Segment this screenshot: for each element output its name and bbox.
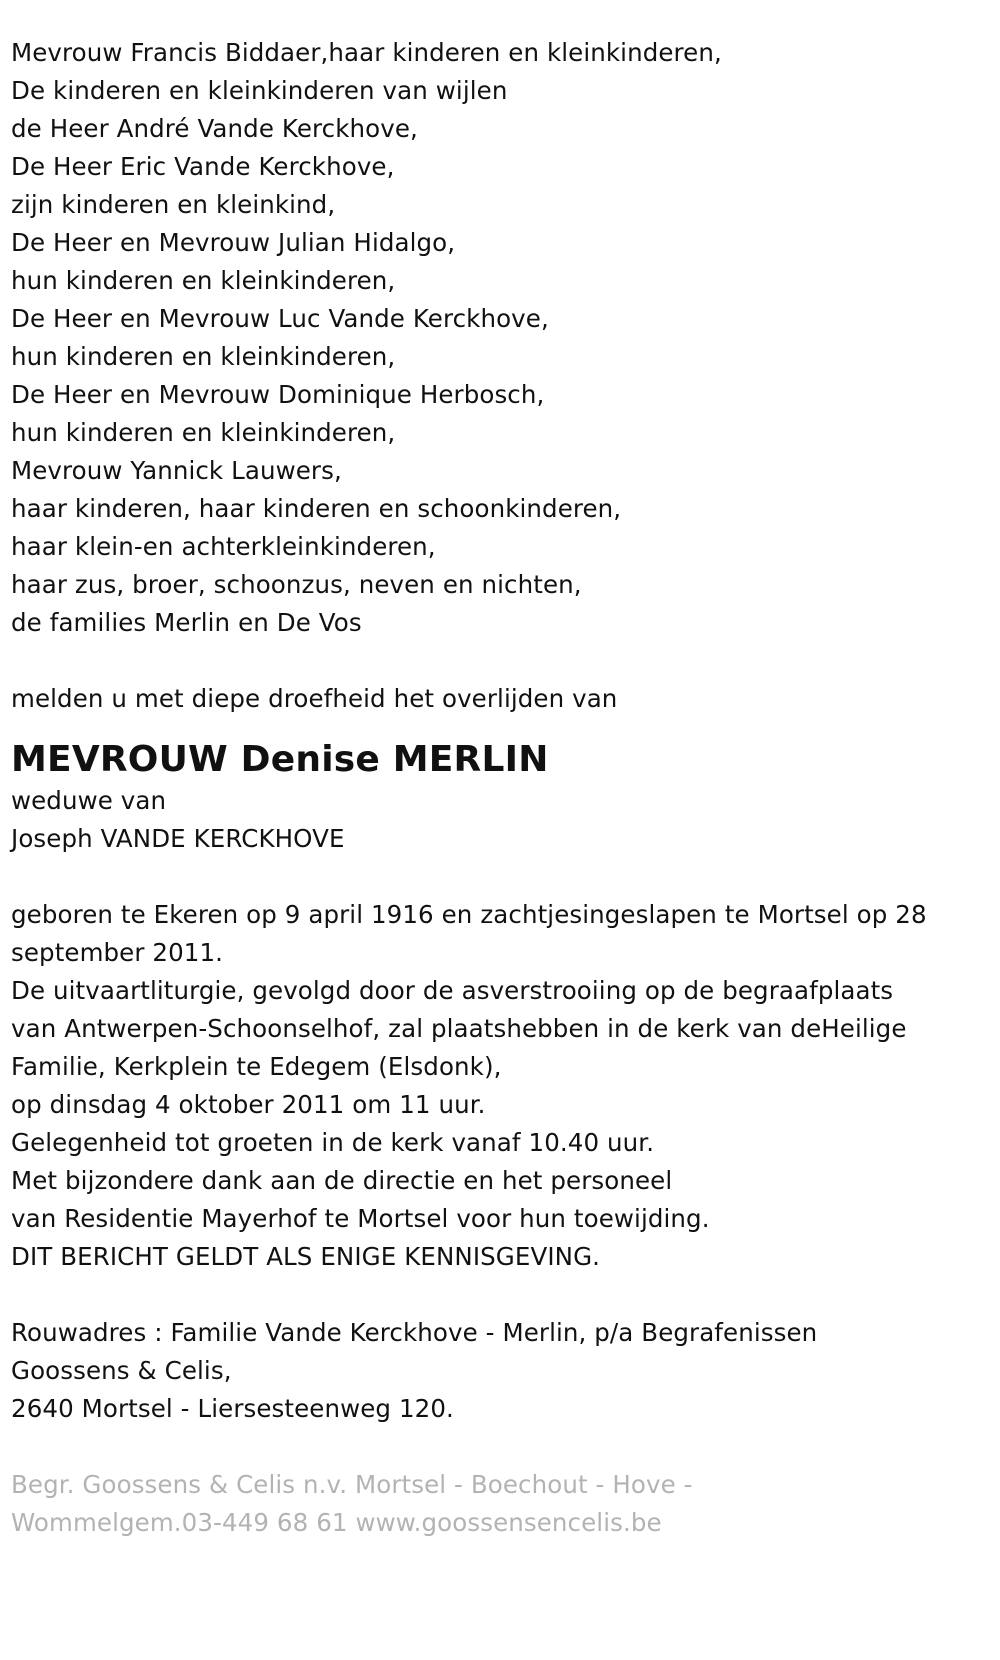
family-line: hun kinderen en kleinkinderen, — [11, 418, 396, 447]
spacer — [11, 642, 996, 680]
details-line: De uitvaartliturgie, gevolgd door de asverstrooiing op de begraafplaats — [11, 976, 894, 1005]
details-line: Gelegenheid tot groeten in de kerk vanaf 10.40 uur. — [11, 1128, 655, 1157]
family-line: haar zus, broer, schoonzus, neven en nichten, — [11, 570, 582, 599]
details-line: op dinsdag 4 oktober 2011 om 11 uur. — [11, 1090, 486, 1119]
family-line: De kinderen en kleinkinderen van wijlen — [11, 76, 508, 105]
family-line: Mevrouw Yannick Lauwers, — [11, 456, 342, 485]
family-line: hun kinderen en kleinkinderen, — [11, 266, 396, 295]
spacer — [11, 1428, 996, 1466]
spacer — [11, 1276, 996, 1314]
details-line: Familie, Kerkplein te Edegem (Elsdonk), — [11, 1052, 502, 1081]
family-line: haar klein-en achterkleinkinderen, — [11, 532, 436, 561]
details-line: DIT BERICHT GELDT ALS ENIGE KENNISGEVING. — [11, 1242, 601, 1271]
family-line: zijn kinderen en kleinkind, — [11, 190, 336, 219]
details-line: september 2011. — [11, 938, 224, 967]
details-line: van Residentie Mayerhof te Mortsel voor hun toewijding. — [11, 1204, 710, 1233]
deceased-name: MEVROUW Denise MERLIN — [11, 739, 549, 780]
family-line: Mevrouw Francis Biddaer,haar kinderen en kleinkinderen, — [11, 38, 722, 67]
family-line: De Heer en Mevrouw Julian Hidalgo, — [11, 228, 456, 257]
details-line: van Antwerpen-Schoonselhof, zal plaatshebben in de kerk van deHeilige — [11, 1014, 907, 1043]
address-line: 2640 Mortsel - Liersesteenweg 120. — [11, 1394, 454, 1423]
family-line: de Heer André Vande Kerckhove, — [11, 114, 418, 143]
family-line: hun kinderen en kleinkinderen, — [11, 342, 396, 371]
footer-line: Begr. Goossens & Celis n.v. Mortsel - Boechout - Hove - — [11, 1470, 693, 1499]
address-line: Goossens & Celis, — [11, 1356, 232, 1385]
widow-of-label: weduwe van — [11, 786, 167, 815]
announcement-text: melden u met diepe droefheid het overlijden van — [11, 684, 618, 713]
details-block — [11, 896, 996, 1276]
footer-line: Wommelgem.03-449 68 61 www.goossensencelis.be — [11, 1508, 662, 1537]
family-line: de families Merlin en De Vos — [11, 608, 362, 637]
family-line: haar kinderen, haar kinderen en schoonkinderen, — [11, 494, 622, 523]
details-line: Met bijzondere dank aan de directie en het personeel — [11, 1166, 673, 1195]
address-line: Rouwadres : Familie Vande Kerckhove - Merlin, p/a Begrafenissen — [11, 1318, 818, 1347]
spacer — [11, 858, 996, 896]
family-line: De Heer en Mevrouw Dominique Herbosch, — [11, 380, 545, 409]
details-line: geboren te Ekeren op 9 april 1916 en zachtjesingeslapen te Mortsel op 28 — [11, 900, 927, 929]
spouse-name: Joseph VANDE KERCKHOVE — [11, 824, 345, 853]
obituary-notice — [11, 34, 996, 1542]
funeral-home-footer — [11, 1466, 996, 1542]
address-block — [11, 1314, 996, 1428]
family-line: De Heer Eric Vande Kerckhove, — [11, 152, 395, 181]
family-line: De Heer en Mevrouw Luc Vande Kerckhove, — [11, 304, 549, 333]
family-block — [11, 34, 996, 642]
